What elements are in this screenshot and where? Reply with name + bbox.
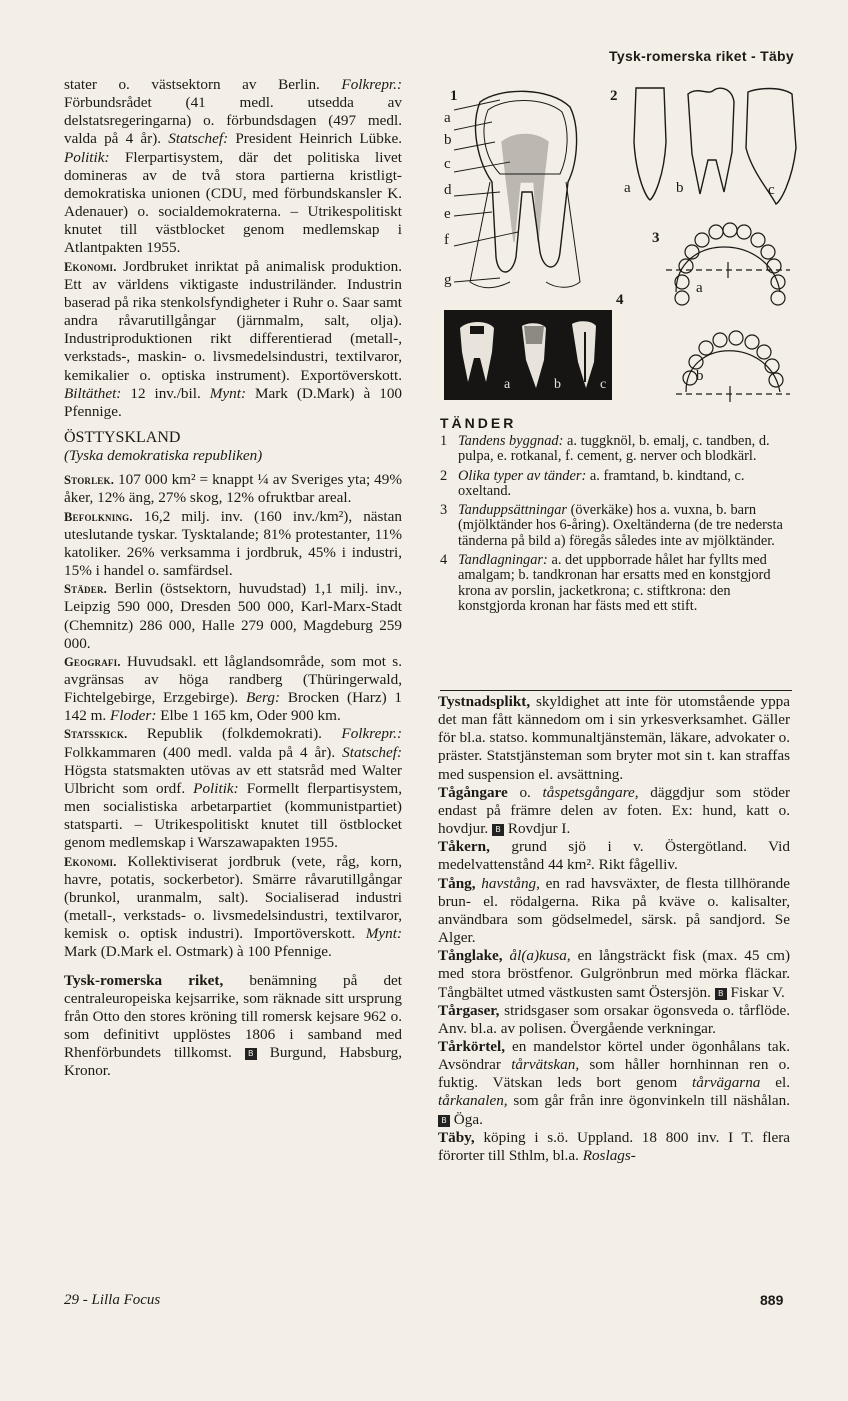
paragraph-geografi: Geografi. Huvudsakl. ett låglandsområde, som mot s. avgränsas av höga randberg (Thüringerwald, Fichtelgebirge, Erzgebirge). Berg: Brocken (Harz) 1 142 m. Floder: Elbe 1 165 km, Oder 900 km.: [64, 652, 403, 725]
fig3-label-a: a: [696, 280, 703, 296]
fig2-label-a: a: [624, 180, 631, 196]
entry-tystnadsplikt: Tystnadsplikt, skyldighet att inte för utomstående yppa det man fått kännedom om i sin yrkesverksamhet. Gäller för bl.a. statso. kommunaltjänstemän, läkare, advokater o. präster. Statstjänsteman som bryter mot sin t. kan straffas med suspension el. avsättning.: [438, 693, 791, 783]
fig1-label-b: b: [444, 132, 452, 148]
section-title-osttyskland: ÖSTTYSKLAND: [64, 428, 181, 446]
teeth-illustration: [440, 82, 800, 412]
entry-tysk-romerska-riket: Tysk-romerska riket, benämning på det centraleuropeiska kejsarrike, som räknade sitt ursprung från Otto den stores kröning till romersk kejsare 962 o. som definitivt upplöstes 1806 i samband med Rhenförbundets tillkomst. B Burgund, Habsburg, Kronor.: [64, 971, 403, 1080]
fig-number-2: 2: [610, 88, 618, 104]
running-header: Tysk-romerska riket - Täby: [609, 48, 794, 64]
caption-2: 2 Olika typer av tänder: a. framtand, b. kindtand, c. oxeltand.: [440, 467, 745, 499]
section-subtitle: (Tyska demokratiska republiken): [64, 447, 263, 465]
cross-reference-icon: B: [438, 1115, 450, 1127]
entry-takern: Tåkern, grund sjö i v. Östergötland. Vid medelvattenstånd 44 km². Rikt fågelliv.: [438, 838, 791, 874]
paragraph-ekonomi-vast: Ekonomi. Jordbruket inriktat på animalisk produktion. Ett av världens viktigaste industriländer. Industrin baserad på rika stenkolsfyndigheter i Ruhr o. Saar samt andra råvarutillgångar (järnmalm, salt, olja). Industriproduktionen rikt differentierad (metall-, verkstads-, maskin- o. livsmedelsindustri, textilvaror, kemikalier o. optiska instrument). Exportöverskott. Biltäthet: 12 inv./bil. Mynt: Mark (D.Mark) à 100 Pfennige.: [64, 257, 403, 420]
fig4-label-a: a: [504, 377, 511, 392]
cross-reference-icon: B: [245, 1048, 257, 1060]
fig1-label-f: f: [444, 232, 449, 248]
fig1-label-d: d: [444, 182, 452, 198]
cross-reference-icon: B: [492, 824, 504, 836]
fig1-label-g: g: [444, 272, 452, 288]
caption-4: 4 Tandlagningar: a. det uppborrade hålet har fyllts med amalgam; b. tandkronan har ersatts med en konstgjord krona av porslin, jacketkrona; c. stiftkrona: den konstgjorda kronan har fästs med ett stift.: [440, 552, 771, 614]
fig3-labels: [616, 230, 704, 384]
page-number: 889: [760, 1292, 784, 1308]
fig4-label-c: c: [600, 377, 607, 392]
fig1-label-a: a: [444, 110, 451, 126]
paragraph-ekonomi-ost: Ekonomi. Kollektiviserat jordbruk (vete, råg, korn, havre, potatis, sockerbetor). Smärre råvarutillgångar (brunkol, uranmalm, salt). Socialiserad industri (metall-, verkstads- o. livsmedelsindustri, textilvaror, kemisk o. optisk industri). Importöverskott. Mynt: Mark (D.Mark el. Ostmark) à 100 Pfennige.: [64, 852, 402, 961]
entry-tanglake: Tånglake, ål(a)kusa, en långsträckt fisk (max. 45 cm) med stora bröstfenor. Gulgrönbrun med mörka fläckar. Tångbältet utmed västkusten samt Östersjön. B Fiskar V.: [438, 947, 791, 1001]
figure-captions: [440, 434, 792, 618]
fig1-labels: [444, 88, 458, 288]
entry-targaser: Tårgaser, stridsgaser som orsakar ögonsveda o. tårflöde. Anv. bl.a. av polisen. Övergående verkningar.: [438, 1001, 790, 1037]
figure-title-tander: TÄNDER: [440, 415, 517, 431]
paragraph-stader: Städer. Berlin (östsektorn, huvudstad) 1,1 milj. inv., Leipzig 590 000, Dresden 500 000, Karl-Marx-Stadt (Chemnitz) 286 000, Halle 279 000, Magdeburg 259 000.: [64, 580, 402, 652]
fig2-label-b: b: [676, 180, 684, 196]
left-column: [64, 76, 402, 1080]
tooth-cross-section: [470, 91, 580, 287]
caption-3: 3 Tanduppsättningar (överkäke) hos a. vuxna, b. barn (mjölktänder hos 6-åring). Oxeltänderna (de tre nedersta tänderna på bild a) föregås således inte av mjölktänder.: [440, 502, 783, 549]
fig-number-4: 4: [616, 292, 624, 308]
section-divider: [440, 690, 792, 691]
fig3-label-b: b: [696, 368, 704, 384]
fig-number-1: 1: [450, 88, 458, 104]
teeth-figure-svg: [440, 82, 800, 412]
fig4-label-b: b: [554, 377, 561, 392]
cross-reference-icon: B: [715, 988, 727, 1000]
paragraph-befolkning: Befolkning. 16,2 milj. inv. (160 inv./km²), nästan uteslutande tyskar. Tysktalande; 81% protestanter, 11% katoliker. 26% verksamma i jordbruk, 45% i industri, 15% i handel o. samfärdsel.: [64, 507, 402, 580]
fig-number-3: 3: [652, 230, 660, 246]
tooth-fillings-photo: [444, 310, 612, 400]
entry-tarkortel: Tårkörtel, en mandelstor körtel under ögonhålans tak. Avsöndrar tårvätskan, som håller hornhinnan ren o. fuktig. Vätskan leds bort genom tårvägarna el. tårkanalen, som går från inre ögonvinkeln till näshålan. B Öga.: [438, 1037, 791, 1128]
footer-left: 29 - Lilla Focus: [64, 1292, 161, 1308]
fig1-label-e: e: [444, 206, 451, 222]
entry-tang: Tång, havstång, en rad havsväxter, de flesta tillhörande brun- el. rödalgerna. Rika på kväve o. kalisalter, användbara som gödselmedel, särsk. på sandjord. Se Alger.: [438, 874, 791, 947]
paragraph-statsskick: Statsskick. Republik (folkdemokrati). Folkrepr.: Folkkammaren (400 medl. valda på 4 år). Statschef: Högsta statsmakten utövas av ett statsråd med Walter Ulbricht som ordf. Politik: Formellt flerpartisystem, men socialistiska arbetarpartiet (kommunistpartiet) statsparti. – Utrikespolitiskt knutet till östblocket genom medlemskap i Warszawapakten 1955.: [64, 725, 403, 852]
caption-1: 1 Tandens byggnad: a. tuggknöl, b. emalj, c. tandben, d. pulpa, e. rotkanal, f. cement, g. nerver och blodkärl.: [440, 433, 770, 465]
paragraph-storlek: Storlek. 107 000 km² = knappt ¼ av Sveriges yta; 49% åker, 12% äng, 27% skog, 12% ofruktbar areal.: [64, 471, 402, 507]
fig2-label-c: c: [768, 182, 775, 198]
entry-taby: Täby, köping i s.ö. Uppland. 18 800 inv. I T. flera förorter till Sthlm, bl.a. Roslags-: [438, 1128, 791, 1164]
dental-arch-child: [676, 331, 790, 402]
paragraph-vasttyskland-politik: stater o. västsektorn av Berlin. Folkrepr.: Förbundsrådet (41 medl. utsedda av delstatsregeringarna) o. förbundsdagen (497 medl. valda på 4 år). Statschef: President Heinrich Lübke. Politik: Flerpartisystem, där det politiska livet domineras av de två stora partierna kristligt-demokratiska unionen (CDU, med förbundskansler K. Adenauer) o. socialdemokraterna. – Utrikespolitiskt knutet till västblocket genom medlemskap i Atlantpakten 1955.: [64, 76, 403, 257]
entry-tagangare: Tågångare o. tåspetsgångare, däggdjur som stöder endast på främre delen av foten. Ex: hund, katt o. hovdjur. B Rovdjur I.: [438, 783, 791, 838]
dental-arch-adult: [666, 223, 790, 305]
fig1-label-c: c: [444, 156, 451, 172]
right-column: [438, 693, 790, 1165]
